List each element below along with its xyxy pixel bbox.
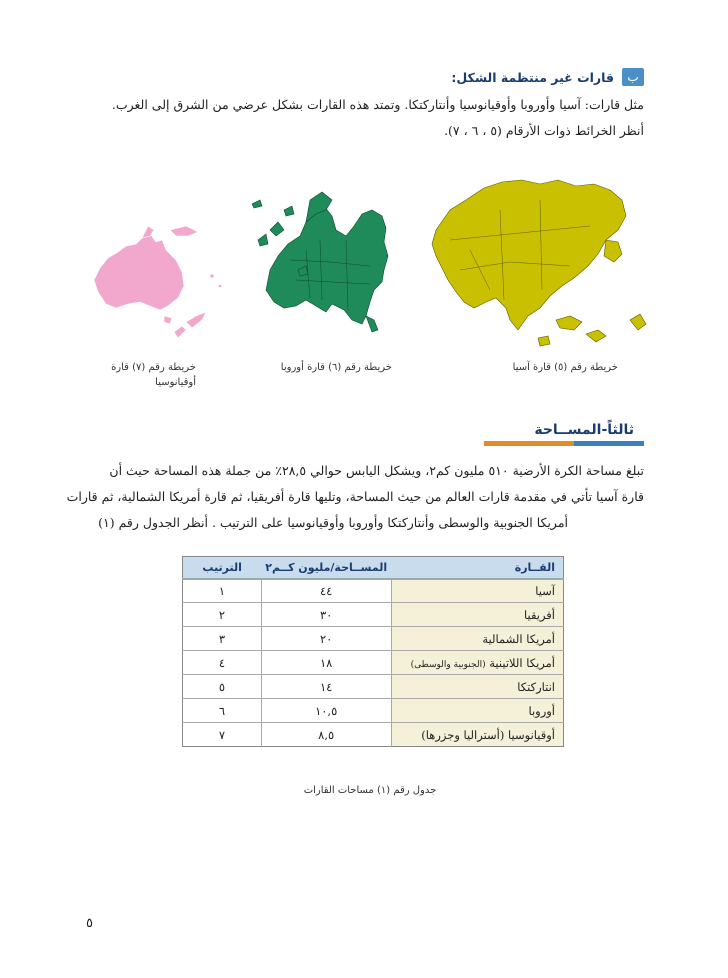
europe-map [252,192,388,332]
cell-area: ١٤ [261,675,391,699]
section-b-heading [451,68,644,86]
table-row [183,723,564,747]
table-row [183,603,564,627]
cell-rank: ١ [183,579,262,603]
oceania-map [94,226,222,338]
page-number: ٥ [86,916,93,931]
continent-area-table [182,556,564,747]
cell-area: ٢٠ [261,627,391,651]
cell-rank: ٢ [183,603,262,627]
continent-maps [70,170,660,370]
area-paragraph-line-2: قارة آسيا تأتي في مقدمة قارات العالم من حيث المساحة، وتليها قارة أفريقيا، ثم قارة أمريكا الشمالية، ثم قارات [66,489,644,504]
europe-map-caption: خريطة رقم (٦) قارة أوروبا [280,362,392,373]
cell-continent: انتاركتكا [391,675,563,699]
cell-rank: ٧ [183,723,262,747]
cell-continent-note: (الجنوبية والوسطى) [410,659,486,670]
table-caption: جدول رقم (١) مساحات القارات [303,785,437,796]
cell-area: ١٠,٥ [261,699,391,723]
section-b-badge: ب [622,68,644,86]
cell-continent: أوقيانوسيا (أستراليا وجزرها) [391,723,563,747]
asia-map [432,180,646,346]
area-section-title: ثالثاً-المســاحة [534,422,634,438]
cell-rank: ٦ [183,699,262,723]
heading-underline [484,441,644,446]
cell-continent-main: أمريكا اللاتينية [489,655,555,670]
cell-continent: أمريكا الشمالية [391,627,563,651]
cell-continent: أوروبا [391,699,563,723]
cell-rank: ٥ [183,675,262,699]
header-rank: الترتيب [183,557,262,579]
area-paragraph-line-1: تبلغ مساحة الكرة الأرضية ٥١٠ مليون كم٢، ويشكل اليابس حوالي ٢٨,٥٪ من جملة هذه المساحة حيث أن [109,463,644,478]
header-area: المســاحة/مليون كــم٢ [261,557,391,579]
cell-rank: ٤ [183,651,262,675]
cell-area: ٨,٥ [261,723,391,747]
header-continent: القــارة [391,557,563,579]
table-header-row [183,557,564,579]
table-row [183,627,564,651]
table-row [183,675,564,699]
area-paragraph-line-3: أمريكا الجنوبية والوسطى وأنتاركتكا وأوروبا وأوقيانوسيا على الترتيب . أنظر الجدول رقم (١) [98,515,568,530]
oceania-map-caption: خريطة رقم (٧) قارة أوقيانوسيا [111,362,196,388]
cell-area: ٤٤ [261,579,391,603]
table-row [183,651,564,675]
heading-underline-orange [484,441,574,446]
cell-area: ١٨ [261,651,391,675]
cell-rank: ٣ [183,627,262,651]
section-b-line-1: مثل قارات: آسيا وأوروبا وأوقيانوسيا وأنتاركتكا. وتمتد هذه القارات بشكل عرضي من الشرق إلى الغرب. [111,97,644,112]
heading-underline-blue [574,441,644,446]
cell-continent: آسيا [391,579,563,603]
asia-map-caption: خريطة رقم (٥) قارة آسيا [512,362,618,373]
table-row [183,579,564,603]
table-row [183,699,564,723]
section-b-line-2: أنظر الخرائط ذوات الأرقام (٥ ، ٦ ، ٧). [444,123,644,138]
cell-continent [391,651,563,675]
section-b-title: قارات غير منتظمة الشكل: [451,69,614,85]
cell-area: ٣٠ [261,603,391,627]
area-section-heading [484,422,644,446]
cell-continent: أفريقيا [391,603,563,627]
